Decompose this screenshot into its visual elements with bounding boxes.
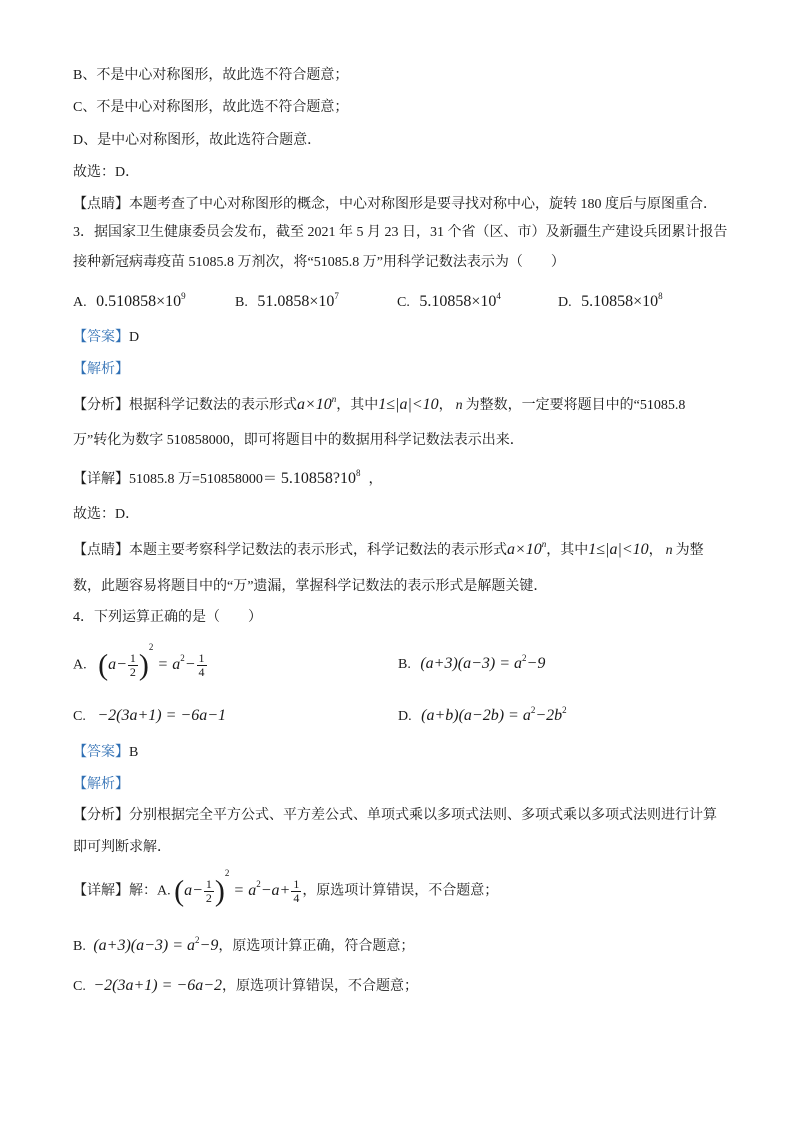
q3-option-c <box>397 290 501 312</box>
text: 为整 <box>675 543 704 558</box>
q3-dianjing-line2: 数，此题容易将题目中的“万”遗漏，掌握科学记数法的表示形式是解题关键． <box>73 579 548 594</box>
text: ， <box>648 543 663 558</box>
q3-answer <box>73 329 139 347</box>
math-a10n <box>507 538 547 558</box>
math-n: n <box>665 543 673 558</box>
q3-fenxi-line1 <box>73 393 686 415</box>
math: −2(3a+1) = −6a−2 <box>93 977 222 994</box>
text: ，原选项计算正确，符合题意； <box>218 939 415 954</box>
text-line-dianjing <box>73 196 717 214</box>
option-label: D. <box>558 295 572 310</box>
q3-xiangjie <box>73 467 383 489</box>
option-math: 5.10858×10 <box>419 293 497 310</box>
q4-xiangjie-b <box>73 934 415 956</box>
math: −2b <box>535 707 563 724</box>
exponent: 7 <box>334 290 339 301</box>
math-n: n <box>455 398 463 413</box>
q3-fenxi-line2: 万”转化为数字 510858000，即可将题目中的数据用科学记数法表示出来． <box>73 433 524 448</box>
exponent: 9 <box>181 290 186 301</box>
option-label: C. <box>73 709 86 724</box>
frac-num: 1 <box>129 650 136 665</box>
q3-stem-line1: 3．据国家卫生健康委员会发布，截至 2021 年 5 月 23 日，31 个省（区、市）及新疆生产建设兵团累计报告 <box>73 225 728 240</box>
text: 为整数，一定要将题目中的“51085.8 <box>465 398 686 413</box>
fenxi-tag: 【分析】 <box>73 398 129 413</box>
q4-answer <box>73 744 138 762</box>
q3-option-a <box>73 290 186 312</box>
text: ，其中 <box>546 543 589 558</box>
q4-fenxi-line2: 即可判断求解． <box>73 840 171 855</box>
text: ，原选项计算错误，不合题意； <box>221 979 418 994</box>
math: = a <box>157 655 181 673</box>
exponent: 2 <box>195 934 200 945</box>
text: 解：A. <box>129 883 171 899</box>
option-label: B. <box>235 295 248 310</box>
text: ， <box>368 472 383 487</box>
option-math: 51.0858×10 <box>257 293 335 310</box>
exponent: 2 <box>530 704 536 715</box>
math: −2(3a+1) = −6a−1 <box>97 707 226 724</box>
frac-num: 1 <box>205 876 212 891</box>
q4-stem: 4．下列运算正确的是（ ） <box>73 610 262 625</box>
math: (a+b)(a−2b) = a <box>421 707 531 724</box>
exponent: n <box>331 393 337 404</box>
math: a×10 <box>297 396 332 413</box>
xiangjie-tag: 【详解】 <box>73 472 129 487</box>
exponent: 2 <box>256 879 261 890</box>
text-line-choice: 故选：D． <box>73 165 140 180</box>
exponent: 8 <box>356 467 361 478</box>
dianjing-tag: 【点睛】 <box>73 197 129 212</box>
text: 分别根据完全平方公式、平方差公式、单项式乘以多项式法则、多项式乘以多项式法则进行计算 <box>129 808 717 823</box>
math: (a+3)(a−3) = a <box>93 937 196 954</box>
q3-option-b <box>235 290 339 312</box>
q3-option-d <box>558 290 663 312</box>
xiangjie-tag: 【详解】 <box>73 883 129 899</box>
exponent: 2 <box>148 642 154 653</box>
math: a×10 <box>507 541 542 558</box>
answer-tag: 【答案】 <box>73 745 129 760</box>
q4-xiangjie-a: 【详解】解：A. (a− $\frac{1}{2}$ )$^2= a^2-a+$ $\frac{1}{4}$ ，原选项计算错误，不合题意； <box>73 868 499 907</box>
math-range: 1≤|a|<10 <box>378 396 439 413</box>
text: 51085.8 万=510858000＝ <box>129 472 277 487</box>
option-label: A. <box>73 657 87 673</box>
text-line-c: C、不是中心对称图形，故此选不符合题意； <box>73 100 349 115</box>
frac-den: 2 <box>129 664 136 679</box>
fenxi-tag: 【分析】 <box>73 808 129 823</box>
option-label: B. <box>398 657 411 672</box>
frac-num: 1 <box>198 650 205 665</box>
answer-value: D <box>129 330 140 345</box>
text: ， <box>438 398 453 413</box>
q3-stem-line2: 接种新冠病毒疫苗 51085.8 万剂次，将“51085.8 万”用科学记数法表示为（ ） <box>73 255 565 270</box>
math: −9 <box>199 937 219 954</box>
exponent: n <box>541 538 547 549</box>
q4-option-b <box>398 652 546 674</box>
text-line-b: B、不是中心对称图形，故此选不符合题意； <box>73 68 349 83</box>
q4-option-c <box>73 707 226 726</box>
math: 5.10858?10 <box>280 470 357 487</box>
text: ，原选项计算错误，不合题意； <box>302 883 499 899</box>
exponent: 2 <box>522 652 527 663</box>
exponent: 8 <box>658 290 663 301</box>
frac-den: 4 <box>198 664 205 679</box>
text-line-d: D、是中心对称图形，故此选符合题意． <box>73 133 322 148</box>
math: −a+ <box>260 881 291 899</box>
math-a10n <box>297 393 337 413</box>
text: C. <box>73 979 86 994</box>
math: − <box>184 655 196 673</box>
answer-value: B <box>129 745 139 760</box>
option-math: 5.10858×10 <box>581 293 659 310</box>
q4-analysis-tag: 【解析】 <box>73 777 129 792</box>
q4-option-d <box>398 704 567 726</box>
math: = a <box>233 881 257 899</box>
exponent: 2 <box>562 704 567 715</box>
frac-den: 2 <box>205 890 212 905</box>
text: 本题主要考察科学记数法的表示形式，科学记数法的表示形式 <box>129 543 507 558</box>
option-label: A. <box>73 295 87 310</box>
q4-option-a: A. (a− $\frac{1}{2}$ )$^2= a^2-$ $\frac{1}{4}$ <box>73 642 205 681</box>
q3-analysis-tag: 【解析】 <box>73 362 129 377</box>
math: a− <box>184 881 203 899</box>
exponent: 2 <box>224 868 230 879</box>
text: B. <box>73 939 86 954</box>
q4-xiangjie-c <box>73 977 418 996</box>
dianjing-tag: 【点睛】 <box>73 543 129 558</box>
q4-fenxi-line1 <box>73 807 717 825</box>
exponent: 2 <box>180 653 185 664</box>
math: −9 <box>526 655 546 672</box>
dianjing-text: 本题考查了中心对称图形的概念，中心对称图形是要寻找对称中心，旋转 180 度后与原图重合． <box>129 197 717 212</box>
frac-num: 1 <box>293 876 300 891</box>
text: 根据科学记数法的表示形式 <box>129 398 297 413</box>
q3-guxuan: 故选：D． <box>73 507 140 522</box>
text: ，其中 <box>336 398 379 413</box>
option-label: D. <box>398 709 412 724</box>
frac-den: 4 <box>293 890 300 905</box>
math-range: 1≤|a|<10 <box>588 541 649 558</box>
answer-tag: 【答案】 <box>73 330 129 345</box>
exponent: 4 <box>496 290 501 301</box>
math: (a+3)(a−3) = a <box>420 655 523 672</box>
option-math: 0.510858×10 <box>96 293 182 310</box>
q3-dianjing-line1 <box>73 538 704 560</box>
option-label: C. <box>397 295 410 310</box>
math: a− <box>108 655 127 673</box>
